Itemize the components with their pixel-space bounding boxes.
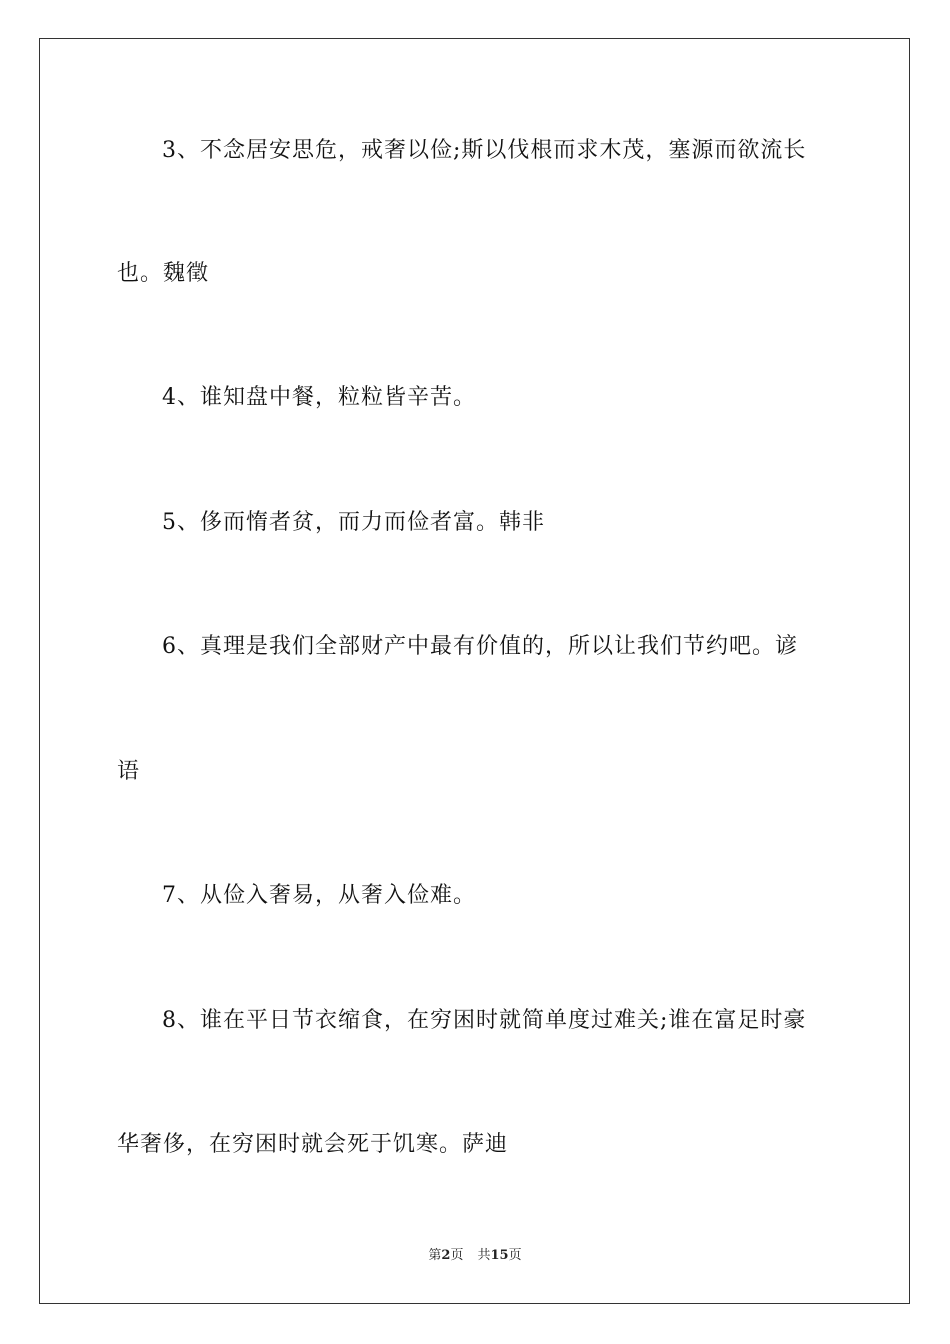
quote-line-4: 4、谁知盘中餐，粒粒皆辛苦。 [162,385,476,410]
page-prefix: 第 [428,1248,442,1263]
page-frame [39,38,910,1304]
total-page-count: 15 [490,1248,509,1263]
quote-line-6-continued: 语 [117,759,141,784]
quote-line-8-continued: 华奢侈，在穷困时就会死于饥寒。萨迪 [117,1132,509,1157]
total-suffix: 页 [508,1248,522,1263]
page-footer [0,1247,950,1265]
page-suffix: 页 [450,1248,464,1263]
quote-line-3: 3、不念居安思危，戒奢以俭;斯以伐根而求木茂，塞源而欲流长 [162,138,807,163]
quote-line-7: 7、从俭入奢易，从奢入俭难。 [162,883,476,908]
quote-line-3-continued: 也。魏徵 [117,261,210,286]
quote-line-8: 8、谁在平日节衣缩食，在穷困时就简单度过难关;谁在富足时豪 [162,1008,807,1033]
quote-line-5: 5、侈而惰者贫，而力而俭者富。韩非 [162,510,545,535]
current-page-number: 2 [441,1248,451,1263]
quote-line-6: 6、真理是我们全部财产中最有价值的，所以让我们节约吧。谚 [162,634,798,659]
total-prefix: 共 [477,1248,491,1263]
